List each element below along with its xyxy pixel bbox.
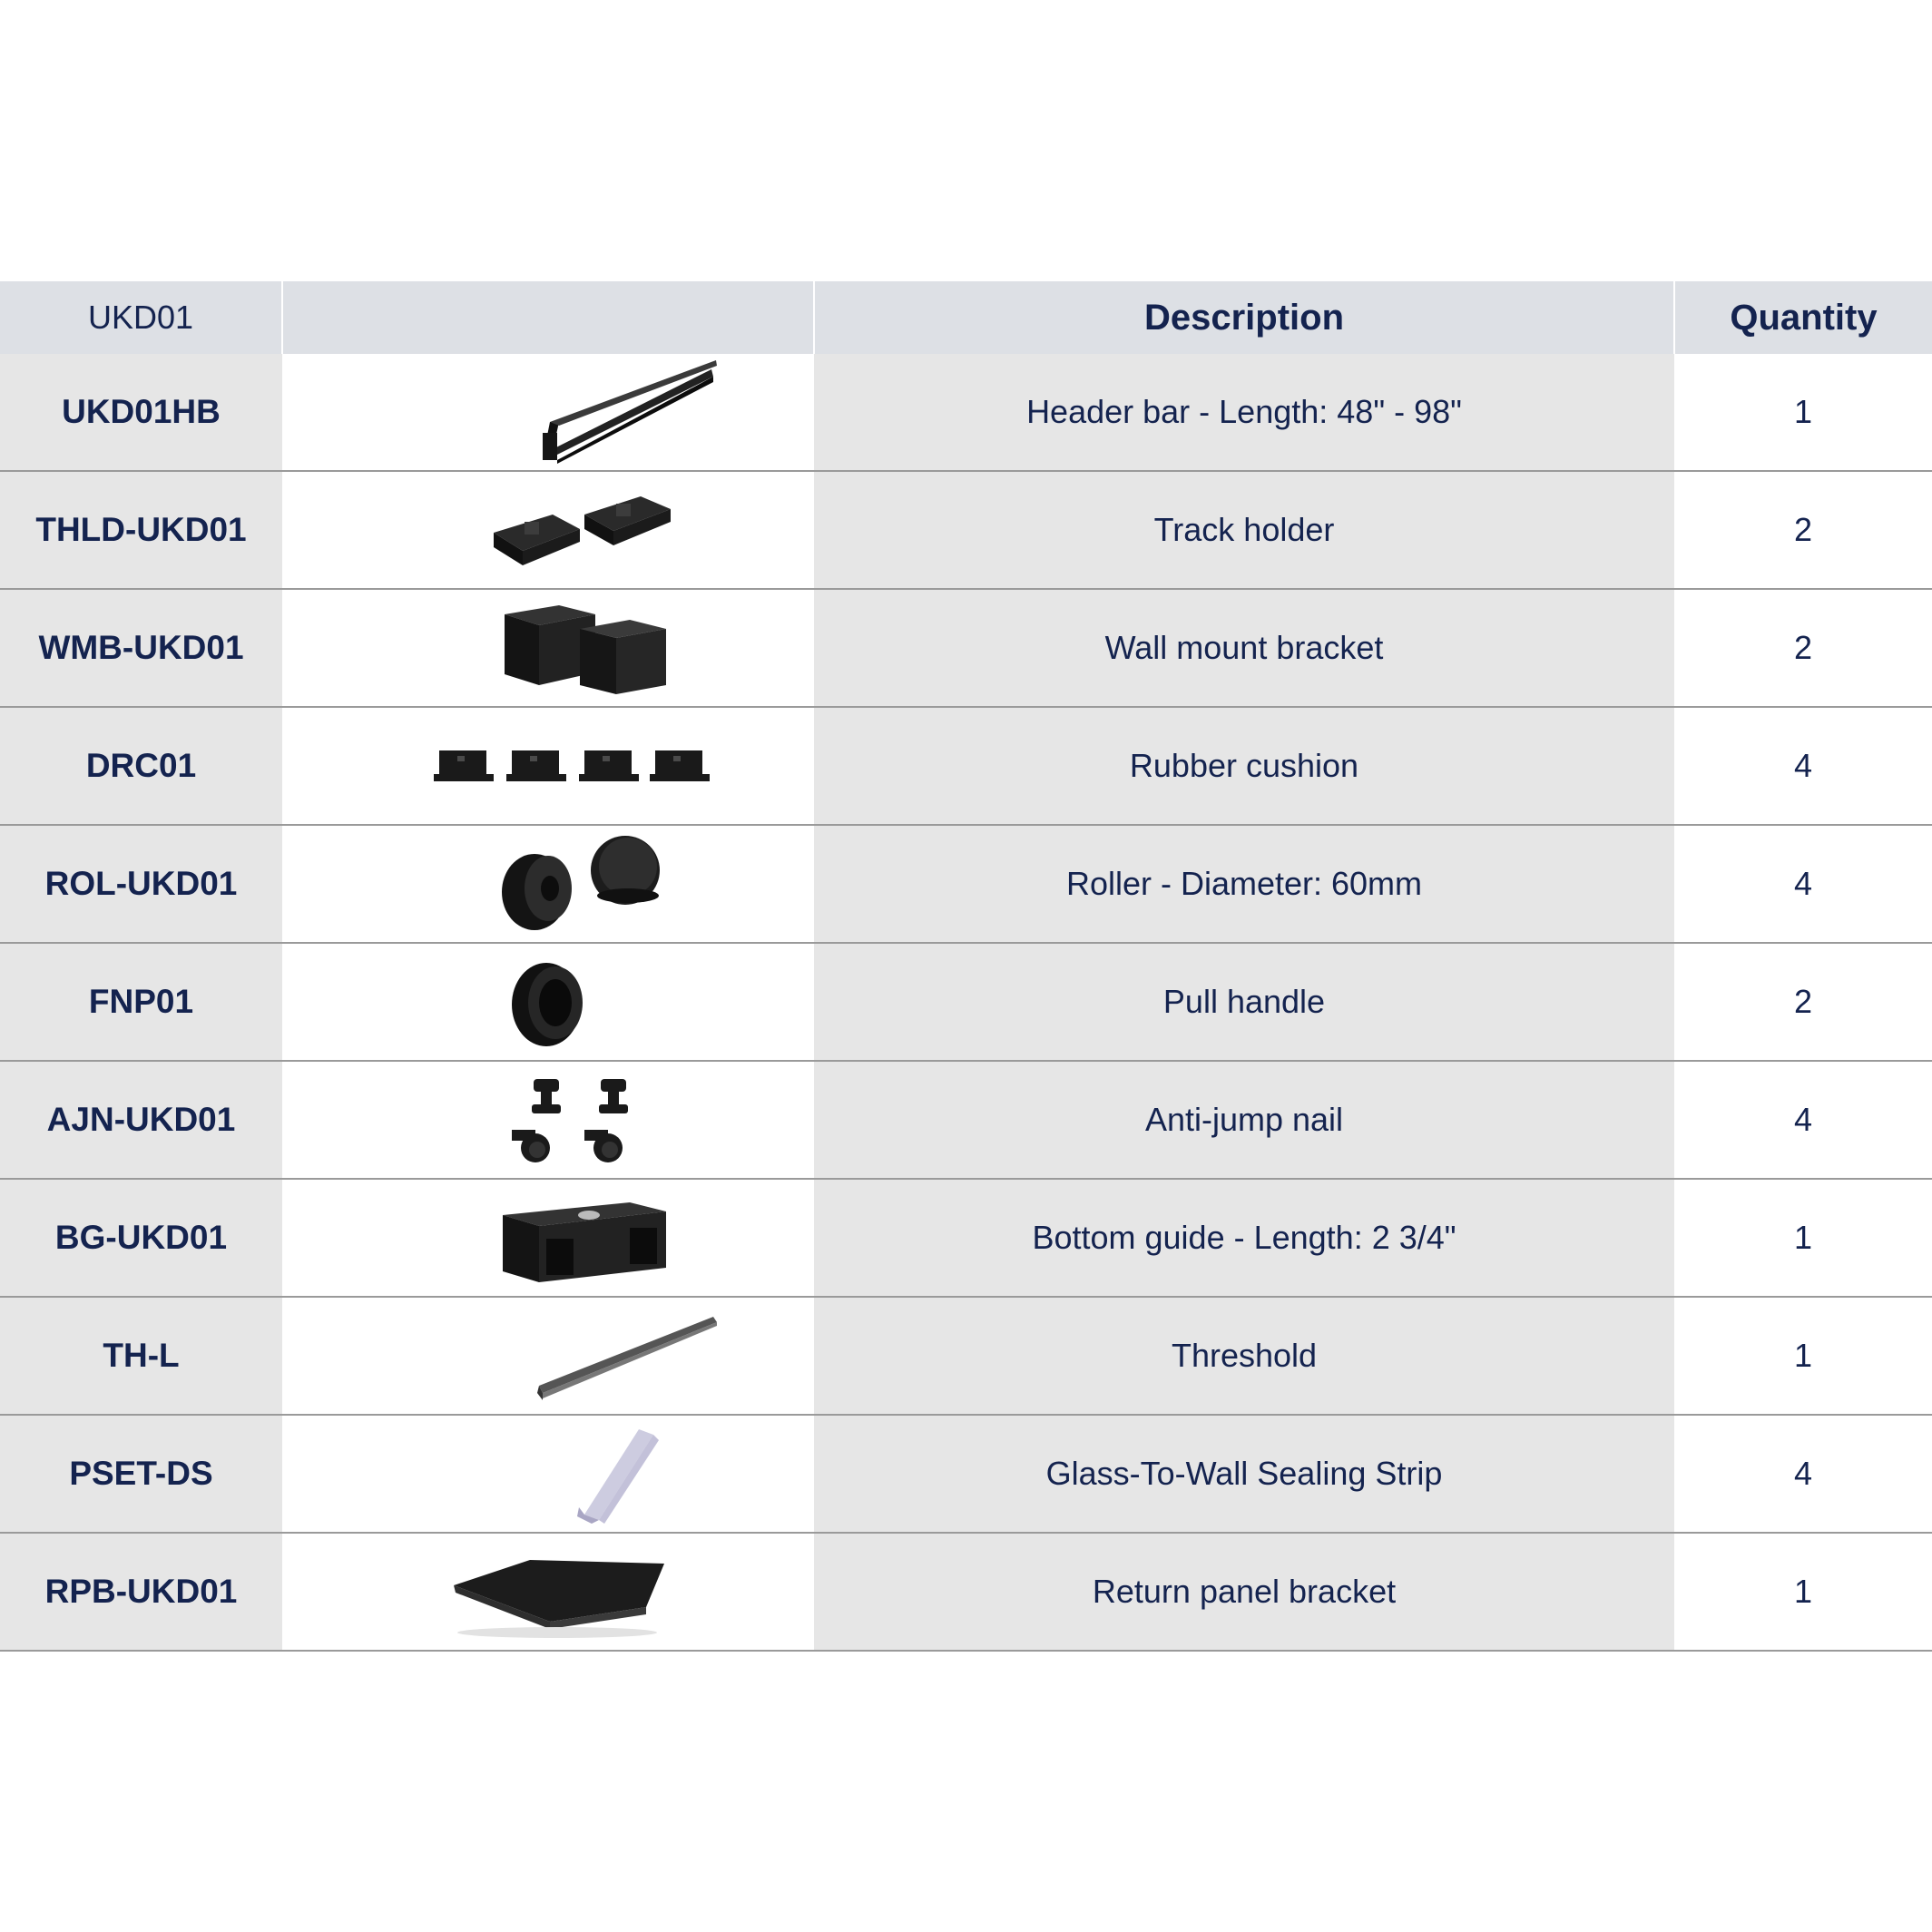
- part-image: [282, 354, 814, 471]
- table-row: [0, 589, 1932, 707]
- threshold-icon: [358, 1302, 739, 1409]
- part-image: [282, 1061, 814, 1179]
- header-image: [282, 281, 814, 354]
- part-quantity: 4: [1674, 825, 1932, 943]
- part-code: FNP01: [0, 943, 282, 1061]
- part-code: TH-L: [0, 1297, 282, 1415]
- table-row: [0, 1179, 1932, 1297]
- part-image: [282, 589, 814, 707]
- part-image: [282, 471, 814, 589]
- part-description: Return panel bracket: [814, 1533, 1674, 1651]
- header-code: UKD01: [0, 281, 282, 354]
- part-image: [282, 943, 814, 1061]
- part-code: PSET-DS: [0, 1415, 282, 1533]
- table-row: [0, 943, 1932, 1061]
- part-description: Threshold: [814, 1297, 1674, 1415]
- part-code: THLD-UKD01: [0, 471, 282, 589]
- part-quantity: 4: [1674, 1061, 1932, 1179]
- table-row: [0, 1061, 1932, 1179]
- part-code: AJN-UKD01: [0, 1061, 282, 1179]
- part-image: [282, 825, 814, 943]
- rubber-cushion-icon: [358, 712, 739, 819]
- part-description: Track holder: [814, 471, 1674, 589]
- part-description: Glass-To-Wall Sealing Strip: [814, 1415, 1674, 1533]
- header-quantity: Quantity: [1674, 281, 1932, 354]
- part-description: Roller - Diameter: 60mm: [814, 825, 1674, 943]
- sealing-strip-icon: [358, 1420, 739, 1527]
- part-quantity: 2: [1674, 943, 1932, 1061]
- part-code: RPB-UKD01: [0, 1533, 282, 1651]
- part-description: Header bar - Length: 48" - 98": [814, 354, 1674, 471]
- table-row: [0, 1297, 1932, 1415]
- table-row: [0, 471, 1932, 589]
- table-row: [0, 707, 1932, 825]
- part-code: UKD01HB: [0, 354, 282, 471]
- part-quantity: 4: [1674, 1415, 1932, 1533]
- part-image: [282, 1533, 814, 1651]
- header-bar-icon: [358, 358, 739, 466]
- part-quantity: 1: [1674, 1297, 1932, 1415]
- parts-table: [0, 281, 1932, 1652]
- part-quantity: 2: [1674, 471, 1932, 589]
- anti-jump-nail-icon: [358, 1066, 739, 1173]
- part-description: Pull handle: [814, 943, 1674, 1061]
- part-image: [282, 1297, 814, 1415]
- part-code: BG-UKD01: [0, 1179, 282, 1297]
- part-quantity: 1: [1674, 1533, 1932, 1651]
- part-description: Anti-jump nail: [814, 1061, 1674, 1179]
- return-panel-bracket-icon: [358, 1538, 739, 1645]
- wall-mount-bracket-icon: [358, 594, 739, 701]
- part-image: [282, 1415, 814, 1533]
- part-description: Wall mount bracket: [814, 589, 1674, 707]
- part-code: ROL-UKD01: [0, 825, 282, 943]
- pull-handle-icon: [358, 948, 739, 1055]
- part-quantity: 1: [1674, 354, 1932, 471]
- track-holder-icon: [358, 476, 739, 584]
- part-code: DRC01: [0, 707, 282, 825]
- table-header-row: [0, 281, 1932, 354]
- roller-icon: [358, 830, 739, 937]
- table-row: [0, 825, 1932, 943]
- part-quantity: 4: [1674, 707, 1932, 825]
- table-row: [0, 1533, 1932, 1651]
- table-row: [0, 354, 1932, 471]
- part-description: Rubber cushion: [814, 707, 1674, 825]
- part-image: [282, 707, 814, 825]
- part-quantity: 2: [1674, 589, 1932, 707]
- bottom-guide-icon: [358, 1184, 739, 1291]
- part-image: [282, 1179, 814, 1297]
- part-quantity: 1: [1674, 1179, 1932, 1297]
- part-code: WMB-UKD01: [0, 589, 282, 707]
- part-description: Bottom guide - Length: 2 3/4": [814, 1179, 1674, 1297]
- table-row: [0, 1415, 1932, 1533]
- header-description: Description: [814, 281, 1674, 354]
